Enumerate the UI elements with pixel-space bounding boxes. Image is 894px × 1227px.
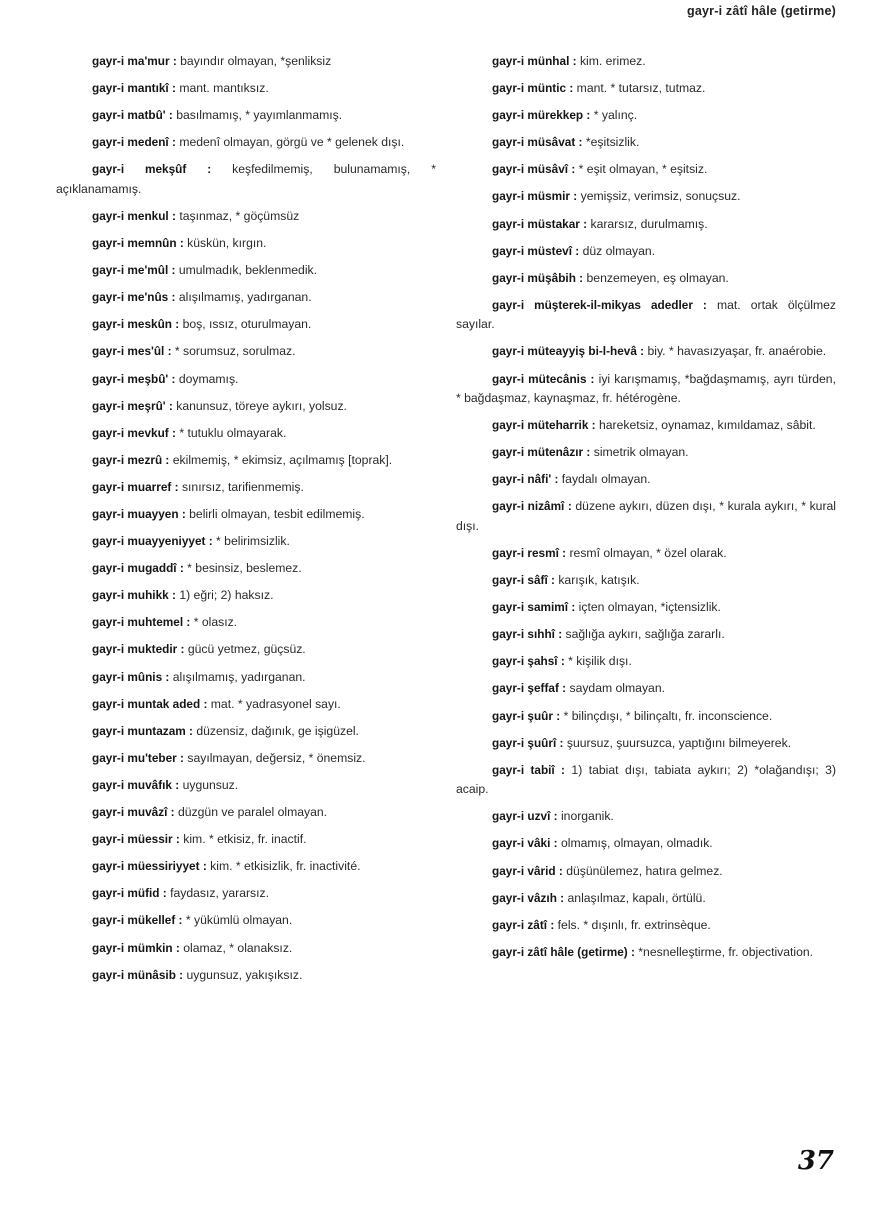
definition: * sorumsuz, sorulmaz. — [174, 344, 296, 359]
definition: *eşitsizlik. — [585, 135, 640, 150]
headword: gayr-i mu'teber : — [92, 750, 184, 765]
dictionary-entry — [456, 296, 836, 335]
dictionary-entry — [456, 52, 836, 72]
headword: gayr-i münhal : — [492, 54, 577, 68]
headword: gayr-i muvâzî : — [92, 805, 175, 820]
definition: olmamış, olmayan, olmadık. — [560, 836, 713, 851]
dictionary-entry — [456, 807, 836, 827]
headword: gayr-i mükellef : — [92, 913, 183, 928]
headword: gayr-i müessiriyyet : — [92, 859, 207, 874]
definition: alışılmamış, yadırganan. — [178, 290, 312, 305]
dictionary-entry — [56, 424, 436, 444]
dictionary-entry — [456, 761, 836, 800]
headword: gayr-i muarref : — [92, 479, 179, 494]
dictionary-entry — [56, 857, 436, 877]
headword: gayr-i mezrû : — [92, 452, 170, 467]
dictionary-entry — [56, 749, 436, 769]
dictionary-entry — [56, 776, 436, 796]
headword: gayr-i vâki : — [492, 836, 558, 851]
definition: benzemeyen, eş olmayan. — [586, 270, 729, 285]
dictionary-entry — [456, 943, 836, 963]
definition: uygunsuz, yakışıksız. — [186, 967, 303, 982]
definition: *nesnelleştirme, fr. objectivation. — [638, 944, 814, 959]
headword: gayr-i müteayyiş bi-l-hevâ : — [492, 344, 645, 359]
definition: bayındır olmayan, *şenliksiz — [180, 54, 332, 68]
dictionary-entry — [56, 342, 436, 362]
dictionary-entry — [456, 79, 836, 99]
definition: mant. * tutarsız, tutmaz. — [576, 81, 706, 96]
definition: * kişilik dışı. — [568, 654, 632, 669]
definition: uygunsuz. — [182, 777, 239, 792]
dictionary-entry — [456, 544, 836, 564]
definition: * bilinçdışı, * bilinçaltı, fr. inconscience. — [563, 708, 773, 723]
definition: basılmamış, * yayımlanmamış. — [176, 108, 343, 123]
dictionary-entry — [456, 342, 836, 362]
definition: boş, ıssız, oturulmayan. — [182, 317, 312, 332]
dictionary-entry — [56, 668, 436, 688]
definition: sınırsız, tarifienmemiş. — [181, 479, 304, 494]
dictionary-entry — [456, 834, 836, 854]
dictionary-entry — [456, 187, 836, 207]
definition: mat. ortak ölçülmez sayılar. — [456, 297, 836, 332]
definition: 1) eğri; 2) haksız. — [179, 588, 274, 603]
dictionary-entry — [56, 695, 436, 715]
headword: gayr-i mantıkî : — [92, 81, 176, 96]
dictionary-entry — [456, 370, 836, 409]
dictionary-entry — [456, 625, 836, 645]
running-head: gayr-i zâtî hâle (getirme) — [687, 4, 836, 18]
headword: gayr-i muhtemel : — [92, 615, 191, 630]
headword: gayr-i meşrû' : — [92, 398, 173, 413]
definition: * besinsiz, beslemez. — [187, 561, 302, 576]
headword: gayr-i şahsî : — [492, 654, 565, 669]
definition: ekilmemiş, * ekimsiz, açılmamış [toprak]. — [172, 452, 393, 467]
definition: medenî olmayan, görgü ve * gelenek dışı. — [179, 135, 405, 150]
dictionary-entry — [56, 52, 436, 72]
dictionary-entry — [456, 916, 836, 936]
definition: simetrik olmayan. — [593, 445, 689, 460]
headword: gayr-i mes'ûl : — [92, 344, 172, 359]
dictionary-entry — [56, 133, 436, 153]
dictionary-entry — [456, 160, 836, 180]
headword: gayr-i vâzıh : — [492, 890, 565, 905]
definition: sayılmayan, değersiz, * önemsiz. — [187, 750, 366, 765]
headword: gayr-i mütecânis : — [492, 371, 595, 386]
definition: sağlığa aykırı, sağlığa zararlı. — [565, 627, 725, 642]
definition: kanunsuz, töreye aykırı, yolsuz. — [176, 398, 347, 413]
definition: karışık, katışık. — [558, 573, 640, 588]
headword: gayr-i sıhhî : — [492, 627, 563, 642]
definition: * yalınç. — [593, 108, 638, 123]
definition: belirli olmayan, tesbit edilmemiş. — [189, 507, 365, 521]
headword: gayr-i memnûn : — [92, 236, 184, 251]
definition: keşfedilmemiş, bulunamamış, * açıklanamamış. — [56, 162, 437, 196]
headword: gayr-i vârid : — [492, 863, 563, 878]
dictionary-entry — [456, 652, 836, 672]
dictionary-entry — [56, 586, 436, 606]
headword: gayr-i meskûn : — [92, 317, 180, 332]
dictionary-entry — [56, 532, 436, 552]
definition: mant. mantıksız. — [179, 81, 269, 96]
headword: gayr-i mütenâzır : — [492, 445, 591, 460]
definition: saydam olmayan. — [569, 681, 665, 696]
headword: gayr-i muktedir : — [92, 642, 185, 657]
definition: * belirimsizlik. — [216, 534, 290, 549]
dictionary-entry — [456, 679, 836, 699]
definition: alışılmamış, yadırganan. — [172, 669, 306, 684]
dictionary-entry — [456, 215, 836, 235]
headword: gayr-i muntak aded : — [92, 696, 208, 711]
dictionary-entry — [56, 79, 436, 99]
left-column — [56, 52, 436, 993]
dictionary-entry — [456, 497, 836, 536]
headword: gayr-i nizâmî : — [492, 499, 572, 514]
headword: gayr-i sâfî : — [492, 573, 555, 588]
dictionary-entry — [56, 559, 436, 579]
definition: küskün, kırgın. — [187, 236, 267, 251]
dictionary-entry — [456, 416, 836, 436]
headword: gayr-i ma'mur : — [92, 54, 177, 68]
headword: gayr-i müfid : — [92, 886, 167, 901]
dictionary-entry — [456, 889, 836, 909]
definition: faydalı olmayan. — [561, 472, 651, 487]
headword: gayr-i müessir : — [92, 832, 180, 847]
definition: düşünülemez, hatıra gelmez. — [566, 863, 723, 878]
dictionary-entry — [456, 470, 836, 490]
dictionary-entry — [456, 133, 836, 153]
headword: gayr-i resmî : — [492, 546, 567, 560]
dictionary-entry — [456, 269, 836, 289]
dictionary-entry — [456, 571, 836, 591]
headword: gayr-i mûnis : — [92, 669, 170, 684]
dictionary-entry — [456, 106, 836, 126]
headword: gayr-i nâfi' : — [492, 472, 559, 487]
dictionary-entry — [456, 707, 836, 727]
definition: mat. * yadrasyonel sayı. — [210, 696, 341, 711]
headword: gayr-i muvâfık : — [92, 777, 180, 792]
definition: hareketsiz, oynamaz, kımıldamaz, sâbit. — [598, 418, 816, 433]
definition: kararsız, durulmamış. — [590, 216, 708, 231]
headword: gayr-i uzvî : — [492, 809, 558, 824]
headword: gayr-i müsmir : — [492, 189, 578, 204]
headword: gayr-i müstakar : — [492, 216, 588, 231]
dictionary-entry — [56, 370, 436, 390]
dictionary-entry — [56, 478, 436, 498]
definition: doymamış. — [178, 371, 239, 386]
page-number: 37 — [797, 1146, 834, 1176]
headword: gayr-i müteharrik : — [492, 418, 596, 433]
dictionary-entry — [56, 288, 436, 308]
right-column — [456, 52, 836, 970]
definition: biy. * havasızyaşar, fr. anaérobie. — [647, 344, 827, 359]
dictionary-entry — [456, 598, 836, 618]
headword: gayr-i muayyen : — [92, 507, 186, 521]
dictionary-entry — [56, 207, 436, 227]
dictionary-entry — [56, 884, 436, 904]
dictionary-entry — [56, 451, 436, 471]
definition: anlaşılmaz, kapalı, örtülü. — [567, 890, 706, 905]
definition: * tutuklu olmayarak. — [179, 425, 287, 440]
headword: gayr-i müsâvî : — [492, 162, 576, 177]
dictionary-entry — [56, 966, 436, 986]
dictionary-entry — [56, 640, 436, 660]
definition: * olasız. — [193, 615, 238, 630]
definition: düzensiz, dağınık, ge işigüzel. — [196, 723, 359, 738]
definition: inorganik. — [560, 809, 614, 824]
headword: gayr-i muhikk : — [92, 588, 176, 603]
dictionary-entry — [56, 911, 436, 931]
definition: faydasız, yararsız. — [170, 886, 269, 901]
headword: gayr-i şuûr : — [492, 708, 561, 723]
headword: gayr-i şuûrî : — [492, 735, 564, 750]
definition: iyi karışmamış, *bağdaşmamış, ayrı türden, * bağdaşmaz, kaynaşmaz, fr. hétérogène. — [456, 371, 836, 406]
definition: kim. * etkisiz, fr. inactif. — [183, 832, 307, 847]
dictionary-entry — [56, 505, 436, 525]
definition: 1) tabiat dışı, tabiata aykırı; 2) *olağandışı; 3) acaip. — [456, 762, 837, 797]
definition: resmî olmayan, * özel olarak. — [569, 546, 727, 560]
definition: kim. * etkisizlik, fr. inactivité. — [210, 859, 361, 874]
dictionary-entry — [56, 315, 436, 335]
headword: gayr-i muntazam : — [92, 723, 193, 738]
headword: gayr-i matbû' : — [92, 108, 173, 123]
dictionary-entry — [56, 397, 436, 417]
definition: * eşit olmayan, * eşitsiz. — [578, 162, 708, 177]
definition: gücü yetmez, güçsüz. — [187, 642, 306, 657]
headword: gayr-i medenî : — [92, 135, 176, 150]
definition: kim. erimez. — [579, 54, 646, 68]
dictionary-entry — [456, 862, 836, 882]
headword: gayr-i mümkin : — [92, 940, 180, 955]
headword: gayr-i zâtî : — [492, 917, 555, 932]
headword: gayr-i müşterek-il-mikyas adedler : — [492, 297, 707, 312]
headword: gayr-i mürekkep : — [492, 108, 591, 123]
dictionary-entry — [456, 443, 836, 463]
definition: içten olmayan, *içtensizlik. — [578, 600, 721, 615]
headword: gayr-i me'nûs : — [92, 290, 176, 305]
definition: * yükümlü olmayan. — [185, 913, 293, 928]
definition: olamaz, * olanaksız. — [183, 940, 293, 955]
definition: düzene aykırı, düzen dışı, * kurala aykırı, * kural dışı. — [456, 499, 836, 533]
headword: gayr-i mekşûf : — [92, 162, 212, 177]
dictionary-entry — [56, 939, 436, 959]
headword: gayr-i müntic : — [492, 81, 574, 96]
dictionary-entry — [456, 734, 836, 754]
definition: umulmadık, beklenmedik. — [178, 263, 318, 278]
headword: gayr-i münâsib : — [92, 967, 184, 982]
dictionary-entry — [456, 242, 836, 262]
headword: gayr-i müşâbih : — [492, 270, 584, 285]
dictionary-entry — [56, 106, 436, 126]
headword: gayr-i meşbû' : — [92, 371, 176, 386]
definition: şuursuz, şuursuzca, yaptığını bilmeyerek. — [566, 735, 792, 750]
headword: gayr-i şeffaf : — [492, 681, 567, 696]
headword: gayr-i menkul : — [92, 208, 176, 223]
dictionary-entry — [56, 830, 436, 850]
definition: taşınmaz, * göçümsüz — [179, 208, 300, 223]
headword: gayr-i me'mûl : — [92, 263, 176, 278]
headword: gayr-i zâtî hâle (getirme) : — [492, 944, 635, 959]
headword: gayr-i muayyeniyyet : — [92, 534, 213, 549]
dictionary-entry — [56, 261, 436, 281]
dictionary-entry — [56, 722, 436, 742]
definition: yemişsiz, verimsiz, sonuçsuz. — [580, 189, 741, 204]
headword: gayr-i samimî : — [492, 600, 576, 615]
definition: düz olmayan. — [582, 243, 656, 258]
headword: gayr-i müstevî : — [492, 243, 580, 258]
headword: gayr-i mevkuf : — [92, 425, 176, 440]
definition: düzgün ve paralel olmayan. — [178, 805, 328, 820]
definition: fels. * dışınlı, fr. extrinsèque. — [557, 917, 711, 932]
dictionary-entry — [56, 613, 436, 633]
headword: gayr-i tabiî : — [492, 762, 565, 777]
dictionary-entry — [56, 803, 436, 823]
dictionary-entry — [56, 234, 436, 254]
headword: gayr-i mugaddî : — [92, 561, 184, 576]
headword: gayr-i müsâvat : — [492, 135, 583, 150]
dictionary-entry — [56, 160, 436, 199]
